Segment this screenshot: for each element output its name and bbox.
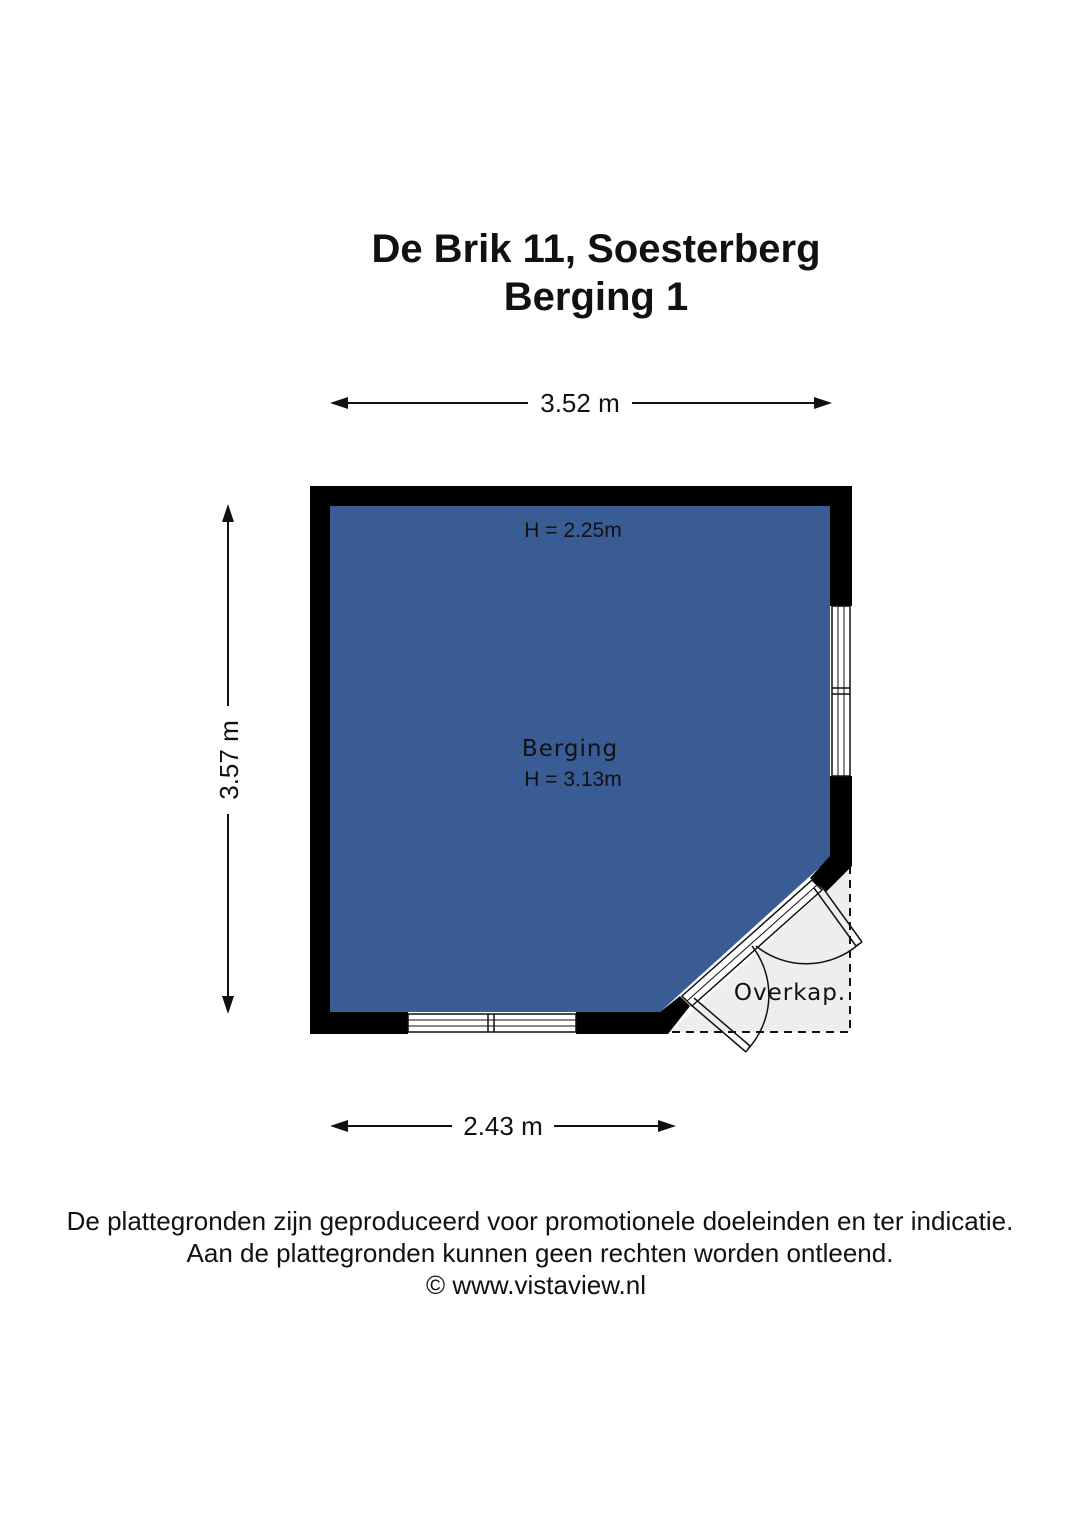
dimension-bottom [330,1111,676,1141]
room-height-berging: H = 3.13m [524,768,622,791]
dimension-top-label: 3.52 m [540,388,620,418]
arrow-up-icon [222,504,234,522]
plan-subtitle: Berging 1 [503,275,689,319]
window-bottom [408,1014,576,1032]
dimension-top [330,388,832,418]
ceiling-height-label: H = 2.25m [524,519,622,542]
disclaimer-line-1: De plattegronden zijn geproduceerd voor promotionele doeleinden en ter indicatie. [66,1206,1014,1236]
window-right [832,606,850,776]
arrow-left-icon [330,397,348,409]
arrow-right-icon [658,1120,676,1132]
room-name-berging: Berging [521,736,619,762]
arrow-left-icon [330,1120,348,1132]
plan-title: De Brik 11, Soesterberg [371,227,821,271]
dimension-bottom-label: 2.43 m [463,1111,543,1141]
room-name-overkap: Overkap. [733,980,847,1006]
copyright-link[interactable]: © www.vistaview.nl [426,1270,646,1300]
arrow-down-icon [222,996,234,1014]
dimension-left [214,504,244,1014]
disclaimer-line-2: Aan de plattegronden kunnen geen rechten worden ontleend. [186,1238,894,1268]
dimension-left-label: 3.57 m [214,720,244,800]
arrow-right-icon [814,397,832,409]
